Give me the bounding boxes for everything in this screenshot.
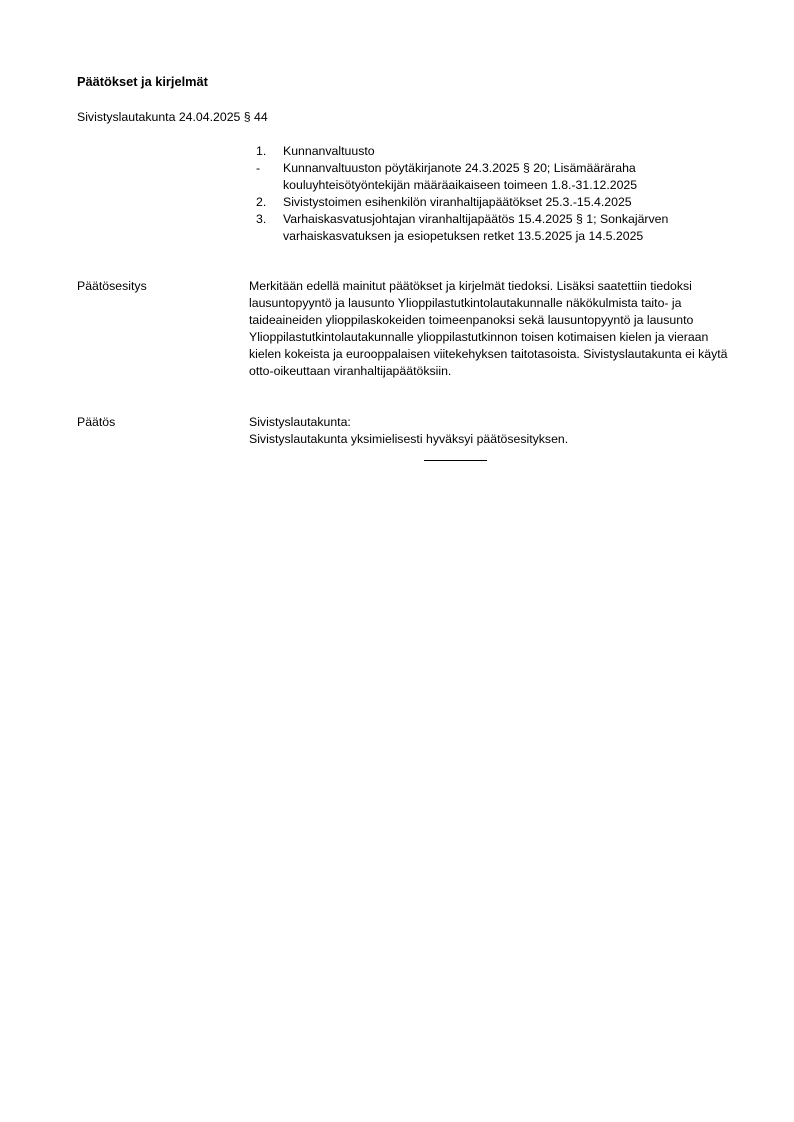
decision-label: Päätös	[77, 415, 116, 429]
decision-text: Sivistyslautakunta yksimielisesti hyväksyi päätösesityksen.	[249, 432, 569, 446]
list-item	[256, 194, 736, 211]
list-item	[256, 211, 736, 245]
proposal-label: Päätösesitys	[77, 279, 147, 293]
decision-body-name: Sivistyslautakunta:	[249, 415, 351, 429]
list-item-text: Kunnanvaltuusto	[283, 144, 375, 158]
list-item	[256, 160, 736, 194]
end-rule	[424, 460, 487, 461]
list-marker: 1.	[256, 144, 267, 158]
proposal-text: Merkitään edellä mainitut päätökset ja kirjelmät tiedoksi. Lisäksi saatettiin tiedoksi lausuntopyyntö ja lausunto Ylioppilastutkintolautakunnalle näkökulmista taito- ja taideaineiden ylioppilaskokeiden toimeenpanoksi sekä lausuntopyyntö ja lausunto Ylioppilastutkintolautakunnalle ylioppilastutkinnon toisen kotimaisen kielen ja vieraan kielen kokeista ja eurooppalaisen viitekehyksen taitotasoista. Sivistyslautakunta ei käytä otto-oikeuttaan viranhaltijapäätöksiin.	[249, 279, 728, 378]
list-marker: -	[256, 161, 261, 175]
list-item-text: Varhaiskasvatusjohtajan viranhaltijapäätös 15.4.2025 § 1; Sonkajärven varhaiskasvatuksen ja esiopetuksen retket 13.5.2025 ja 14.5.2025	[283, 212, 669, 243]
list-item	[256, 143, 736, 160]
section-heading: Päätökset ja kirjelmät	[77, 74, 208, 89]
list-marker: 2.	[256, 195, 267, 209]
decisions-list	[256, 143, 736, 245]
list-marker: 3.	[256, 212, 267, 226]
meeting-reference: Sivistyslautakunta 24.04.2025 § 44	[77, 110, 268, 124]
list-item-text: Kunnanvaltuuston pöytäkirjanote 24.3.2025 § 20; Lisämääräraha kouluyhteisötyöntekijän määräaikaiseen toimeen 1.8.-31.12.2025	[283, 161, 638, 192]
decision-body	[249, 414, 729, 448]
list-item-text: Sivistystoimen esihenkilön viranhaltijapäätökset 25.3.-15.4.2025	[283, 195, 632, 209]
